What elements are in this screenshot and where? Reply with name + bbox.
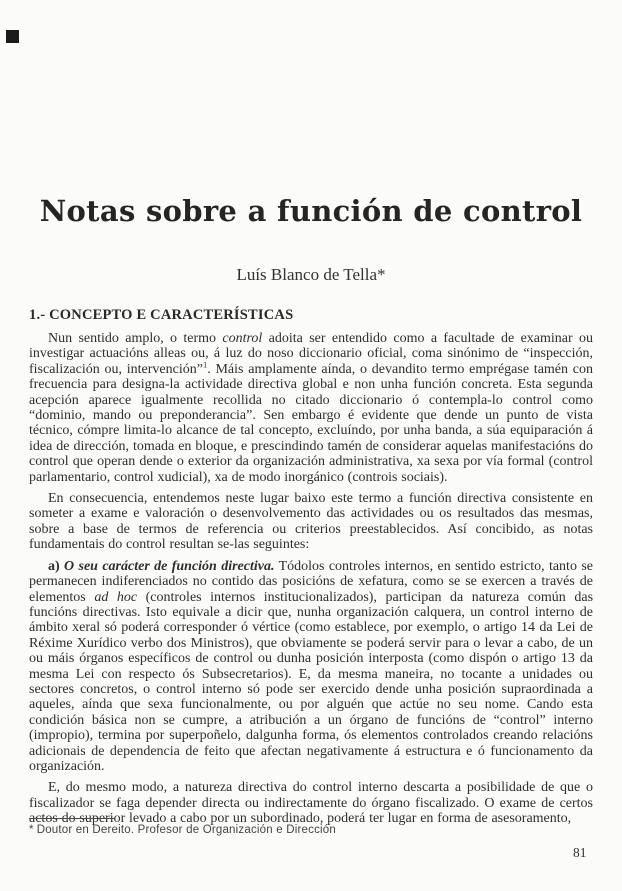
paragraph-2: En consecuencia, entendemos neste lugar baixo este termo a función directiva consistente en someter a exame e valoración o desenvolvemento das actividades ou os resultados das mesmas, sobre a base de termos de referencia ou criterios preestablecidos. Así concibido, as notas fundamentais do control resultan se-las seguintes:	[29, 491, 593, 553]
scan-artifact-mark	[6, 30, 19, 43]
paragraph-1-text: . Máis amplamente aínda, o devandito termo emprégase tamén con frecuencia para designa-la actividade directiva global e non unha función concreta. Esta segunda acepción aparece igualmente recollida no citado diccionario ó contempla-lo control como “dominio, mando ou preponderancia”. Sen embargo é evidente que dende un punto de vista técnico, cómpre limita-lo alcance de tal concepto, excluíndo, por unha banda, a súa equiparación á idea de dirección, tomada en bloque, e prescindindo tamén de considerar aquelas manifestacións do control que operan dende o exterior da organización administrativa, xa sexa por vía formal (control parlamentario, control xudicial), xa de modo inorgánico (controis sociais).	[29, 361, 593, 485]
footnote	[29, 824, 449, 836]
list-item-label: a)	[48, 558, 60, 574]
paragraph-1-text: Nun sentido amplo, o termo	[48, 331, 223, 346]
article-body	[29, 331, 593, 833]
page-title: Notas sobre a función de control	[39, 194, 583, 228]
footnote-reference-1: 1	[202, 359, 208, 370]
paragraph-3-text: Tódolos controles internos, en sentido estricto, tanto se permanecen indiferenciados no contido das posicións de xefatura, como se se exercen a través de elementos	[29, 558, 593, 605]
paragraph-1	[29, 331, 593, 485]
page-number: 81	[573, 845, 587, 860]
footnote-divider	[29, 818, 115, 819]
italic-term-ad-hoc: ad hoc	[94, 589, 138, 605]
author-line: Luís Blanco de Tella*	[236, 265, 386, 284]
italic-term-control: control	[222, 331, 263, 346]
paragraph-3	[29, 559, 593, 775]
paragraph-3-text: (controles internos institucionalizados), participan da natureza común das funcións directivas. Isto equivale a dicir que, nunha organización calquera, un control interno de ámbito xeral só poderá corresponder ó vértice (como establece, por exemplo, o artigo 14 da Lei de Réxime Xurídico verbo dos Ministros), que obviamente se poderá servir para o levar a cabo, de un ou máis órganos específicos de control ou dunha posición interposta (como dispón o artigo 13 da mesma Lei con respecto ós Subsecretarios). E, da mesma maneira, no tocante a unidades ou sectores concretos, o control interno só pode ser exercido dende unha posición supraordinada a aqueles, aínda que sexa funcionalmente, ou por alguén que actúe no seu nome. Cando esta condición básica non se cumpre, a atribución a un órgano de funcións de “control” interno (impropio), termina por superpoñelo, dalgunha forma, ós elementos controlados creando relacións adicionais de dependencia de feito que afectan negativamente á estructura e ó funcionamento da organización.	[29, 589, 594, 774]
section-heading: 1.- CONCEPTO E CARACTERÍSTICAS	[29, 307, 294, 323]
footnote-marker: *	[29, 824, 34, 836]
paragraph-1-text: adoita ser entendido como a facultade de examinar ou investigar actuacións alleas ou, á luz do noso diccionario oficial, coma sinónimo de “inspección, fiscalización ou, intervención”	[29, 331, 593, 377]
paragraph-4: E, do mesmo modo, a natureza directiva do control interno descarta a posibilidade de que o fiscalizador se faga depender directa ou indirectamente do órgano fiscalizado. O exame de certos actos do superior levado a cabo por un subordinado, poderá ter lugar en forma de asesoramento,	[29, 780, 593, 827]
paragraph-3-lead: O seu carácter de función directiva.	[64, 558, 275, 574]
footnote-text: Doutor en Dereito. Profesor de Organización e Dirección	[36, 824, 336, 836]
